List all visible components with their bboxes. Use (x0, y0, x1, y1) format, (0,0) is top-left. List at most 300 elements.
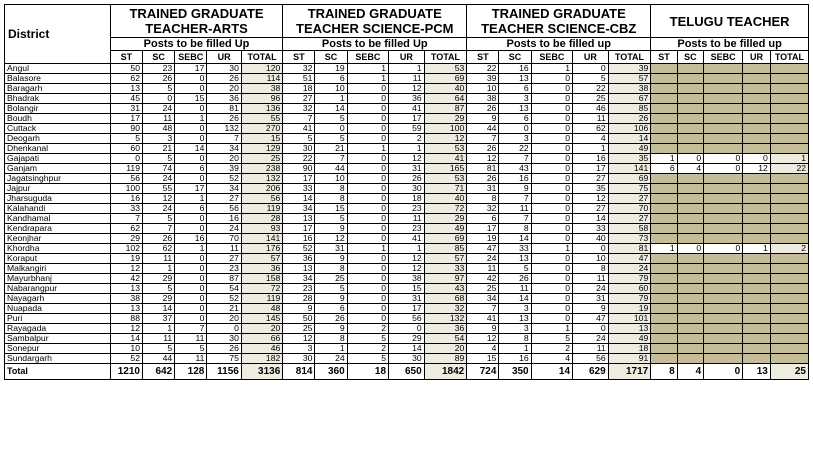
posts-subheader-cbz: Posts to be filled up (467, 38, 651, 51)
cell-telugu-total (770, 304, 808, 314)
cell-arts-st: 33 (110, 204, 142, 214)
cell-telugu-st (651, 84, 677, 94)
posts-subheader-pcm: Posts to be filled Up (283, 38, 467, 51)
cell-cbz-ur: 40 (573, 234, 609, 244)
cell-cbz-total: 49 (608, 144, 651, 154)
cell-cbz-ur: 22 (573, 84, 609, 94)
cell-pcm-st: 9 (283, 304, 315, 314)
cell-pcm-sc: 6 (315, 304, 347, 314)
district-name: Deogarh (5, 134, 111, 144)
cell-arts-ur: 26 (207, 114, 242, 124)
table-row (5, 314, 809, 324)
cell-pcm-st: 30 (283, 354, 315, 364)
cell-cbz-sebc: 5 (531, 334, 572, 344)
cell-pcm-total: 87 (424, 104, 467, 114)
cell-telugu-ur (743, 254, 771, 264)
cell-arts-total: 114 (241, 74, 282, 84)
district-name: Angul (5, 64, 111, 74)
district-column-header: District (5, 5, 111, 64)
cell-cbz-sc: 1 (499, 344, 531, 354)
cell-telugu-ur (743, 184, 771, 194)
cell-cbz-sc: 7 (499, 194, 531, 204)
table-row (5, 104, 809, 114)
group-title-pcm (283, 5, 467, 38)
cell-telugu-sebc (704, 304, 743, 314)
cell-arts-st: 13 (110, 304, 142, 314)
group-title-line2: TEACHER SCIENCE-CBZ (481, 21, 637, 36)
cell-cbz-st: 4 (467, 344, 499, 354)
cell-telugu-sebc (704, 274, 743, 284)
cell-pcm-st: 5 (283, 134, 315, 144)
cell-telugu-total (770, 204, 808, 214)
cell-cbz-st: 44 (467, 124, 499, 134)
cell-pcm-ur: 12 (389, 154, 425, 164)
cell-pcm-total: 43 (424, 284, 467, 294)
table-row (5, 84, 809, 94)
cell-cbz-sebc: 0 (531, 294, 572, 304)
cell-arts-st: 10 (110, 344, 142, 354)
table-row (5, 184, 809, 194)
cell-arts-total: 56 (241, 194, 282, 204)
cell-cbz-sebc: 0 (531, 264, 572, 274)
cell-pcm-sebc: 0 (347, 164, 388, 174)
cell-arts-sc: 5 (142, 344, 174, 354)
cell-telugu-sebc (704, 84, 743, 94)
cell-pcm-total: 68 (424, 294, 467, 304)
cell-pcm-total: 71 (424, 184, 467, 194)
cell-arts-ur: 52 (207, 174, 242, 184)
header-title-row (5, 5, 809, 38)
column-header-cbz-sebc: SEBC (531, 51, 572, 64)
cell-telugu-st (651, 354, 677, 364)
cell-pcm-sebc: 0 (347, 254, 388, 264)
cell-arts-ur: 39 (207, 164, 242, 174)
cell-telugu-total (770, 284, 808, 294)
cell-telugu-ur (743, 214, 771, 224)
cell-arts-ur: 24 (207, 224, 242, 234)
cell-pcm-total: 29 (424, 114, 467, 124)
cell-pcm-total: 89 (424, 354, 467, 364)
teacher-posts-table (4, 4, 809, 380)
cell-arts-total: 25 (241, 154, 282, 164)
cell-telugu-sc (677, 284, 703, 294)
cell-arts-ur: 132 (207, 124, 242, 134)
district-name: Kandhamal (5, 214, 111, 224)
cell-pcm-ur: 41 (389, 234, 425, 244)
cell-telugu-sc (677, 194, 703, 204)
cell-pcm-ur: 12 (389, 254, 425, 264)
cell-telugu-ur (743, 354, 771, 364)
table-row (5, 144, 809, 154)
cell-arts-st: 1210 (110, 364, 142, 380)
cell-cbz-ur: 35 (573, 184, 609, 194)
cell-pcm-st: 30 (283, 144, 315, 154)
cell-pcm-total: 53 (424, 144, 467, 154)
column-header-arts-ur: UR (207, 51, 242, 64)
cell-pcm-sc: 19 (315, 64, 347, 74)
cell-arts-ur: 81 (207, 104, 242, 114)
cell-cbz-st: 19 (467, 234, 499, 244)
cell-arts-total: 182 (241, 354, 282, 364)
cell-cbz-st: 32 (467, 204, 499, 214)
cell-arts-sebc: 0 (175, 174, 207, 184)
posts-subheader-arts: Posts to be filled Up (110, 38, 282, 51)
cell-telugu-sc (677, 64, 703, 74)
cell-arts-sebc: 128 (175, 364, 207, 380)
cell-arts-sebc: 6 (175, 164, 207, 174)
cell-pcm-sebc: 0 (347, 304, 388, 314)
cell-telugu-total (770, 274, 808, 284)
cell-telugu-total: 2 (770, 244, 808, 254)
cell-arts-st: 13 (110, 284, 142, 294)
cell-cbz-st: 42 (467, 274, 499, 284)
cell-cbz-sc: 16 (499, 174, 531, 184)
cell-telugu-sc (677, 274, 703, 284)
cell-arts-sebc: 17 (175, 184, 207, 194)
cell-arts-sc: 7 (142, 224, 174, 234)
cell-cbz-total: 14 (608, 134, 651, 144)
cell-telugu-st (651, 264, 677, 274)
cell-cbz-total: 60 (608, 284, 651, 294)
district-name: Kalahandi (5, 204, 111, 214)
cell-cbz-st: 12 (467, 154, 499, 164)
cell-pcm-st: 32 (283, 64, 315, 74)
cell-pcm-ur: 23 (389, 204, 425, 214)
cell-arts-sc: 11 (142, 254, 174, 264)
cell-telugu-st (651, 134, 677, 144)
cell-arts-st: 7 (110, 214, 142, 224)
cell-pcm-st: 90 (283, 164, 315, 174)
cell-arts-st: 13 (110, 84, 142, 94)
cell-arts-total: 36 (241, 264, 282, 274)
cell-cbz-sebc: 0 (531, 74, 572, 84)
cell-telugu-total (770, 104, 808, 114)
cell-arts-total: 66 (241, 334, 282, 344)
column-header-cbz-ur: UR (573, 51, 609, 64)
cell-cbz-total: 67 (608, 94, 651, 104)
cell-cbz-st: 6 (467, 214, 499, 224)
cell-pcm-st: 12 (283, 334, 315, 344)
group-title-line2: TEACHER SCIENCE-PCM (296, 21, 454, 36)
table-row (5, 324, 809, 334)
cell-pcm-ur: 11 (389, 74, 425, 84)
cell-cbz-ur: 46 (573, 104, 609, 114)
cell-pcm-total: 49 (424, 224, 467, 234)
cell-pcm-ur: 0 (389, 324, 425, 334)
column-header-arts-sc: SC (142, 51, 174, 64)
cell-telugu-sc (677, 264, 703, 274)
cell-telugu-sc (677, 124, 703, 134)
cell-cbz-ur: 0 (573, 324, 609, 334)
cell-pcm-total: 40 (424, 194, 467, 204)
cell-arts-total: 270 (241, 124, 282, 134)
column-header-telugu-sebc: SEBC (704, 51, 743, 64)
cell-arts-total: 3136 (241, 364, 282, 380)
cell-pcm-ur: 38 (389, 274, 425, 284)
cell-cbz-sc: 16 (499, 64, 531, 74)
cell-cbz-st: 9 (467, 114, 499, 124)
cell-telugu-sc (677, 344, 703, 354)
cell-pcm-sebc: 0 (347, 184, 388, 194)
cell-arts-ur: 20 (207, 154, 242, 164)
cell-cbz-ur: 5 (573, 74, 609, 84)
cell-pcm-sc: 6 (315, 74, 347, 84)
cell-telugu-sc (677, 224, 703, 234)
cell-arts-st: 12 (110, 324, 142, 334)
district-name: Rayagada (5, 324, 111, 334)
cell-arts-sebc: 0 (175, 314, 207, 324)
cell-cbz-sc: 43 (499, 164, 531, 174)
cell-pcm-sebc: 0 (347, 94, 388, 104)
cell-pcm-st: 3 (283, 344, 315, 354)
cell-pcm-st: 41 (283, 124, 315, 134)
cell-arts-st: 90 (110, 124, 142, 134)
cell-arts-total: 72 (241, 284, 282, 294)
cell-telugu-total: 25 (770, 364, 808, 380)
cell-cbz-ur: 4 (573, 134, 609, 144)
cell-telugu-st (651, 124, 677, 134)
cell-pcm-sc: 10 (315, 84, 347, 94)
posts-subheader-telugu: Posts to be filled up (651, 38, 809, 51)
cell-arts-st: 45 (110, 94, 142, 104)
cell-pcm-sc: 5 (315, 284, 347, 294)
cell-arts-sc: 14 (142, 304, 174, 314)
cell-telugu-sebc (704, 144, 743, 154)
cell-arts-st: 5 (110, 134, 142, 144)
cell-arts-ur: 21 (207, 304, 242, 314)
group-title-line1: TELUGU TEACHER (669, 13, 790, 29)
cell-cbz-sc: 14 (499, 234, 531, 244)
cell-telugu-total (770, 324, 808, 334)
cell-arts-sc: 21 (142, 144, 174, 154)
cell-telugu-sc: 4 (677, 364, 703, 380)
cell-telugu-sc (677, 304, 703, 314)
cell-pcm-sebc: 0 (347, 204, 388, 214)
cell-pcm-total: 64 (424, 94, 467, 104)
cell-pcm-sc: 0 (315, 124, 347, 134)
cell-arts-sc: 5 (142, 84, 174, 94)
cell-cbz-sebc: 0 (531, 124, 572, 134)
cell-pcm-st: 18 (283, 84, 315, 94)
column-header-cbz-sc: SC (499, 51, 531, 64)
district-name: Nabarangpur (5, 284, 111, 294)
cell-arts-total: 158 (241, 274, 282, 284)
cell-telugu-sebc (704, 104, 743, 114)
cell-pcm-total: 40 (424, 84, 467, 94)
cell-cbz-total: 18 (608, 344, 651, 354)
cell-pcm-total: 165 (424, 164, 467, 174)
district-name: Koraput (5, 254, 111, 264)
cell-arts-sebc: 0 (175, 224, 207, 234)
cell-cbz-sc: 7 (499, 214, 531, 224)
column-header-cbz-total: TOTAL (608, 51, 651, 64)
cell-telugu-sc: 0 (677, 244, 703, 254)
group-title-line2: TEACHER-ARTS (145, 21, 248, 36)
district-name: Gajapati (5, 154, 111, 164)
cell-telugu-sc (677, 114, 703, 124)
district-name: Jajpur (5, 184, 111, 194)
cell-telugu-st (651, 224, 677, 234)
cell-telugu-st (651, 294, 677, 304)
cell-arts-sc: 5 (142, 284, 174, 294)
cell-cbz-sebc: 0 (531, 174, 572, 184)
cell-pcm-sc: 9 (315, 294, 347, 304)
cell-cbz-ur: 9 (573, 304, 609, 314)
cell-pcm-sc: 44 (315, 164, 347, 174)
cell-telugu-sc (677, 214, 703, 224)
cell-cbz-st: 22 (467, 64, 499, 74)
cell-cbz-sebc: 0 (531, 184, 572, 194)
cell-arts-ur: 27 (207, 194, 242, 204)
cell-arts-ur: 0 (207, 324, 242, 334)
cell-cbz-ur: 11 (573, 274, 609, 284)
cell-arts-sebc: 0 (175, 104, 207, 114)
cell-telugu-sc (677, 314, 703, 324)
cell-cbz-sebc: 1 (531, 244, 572, 254)
cell-telugu-total (770, 224, 808, 234)
cell-arts-st: 29 (110, 234, 142, 244)
cell-pcm-st: 814 (283, 364, 315, 380)
cell-arts-sebc: 17 (175, 64, 207, 74)
cell-pcm-ur: 1 (389, 144, 425, 154)
cell-telugu-sc (677, 354, 703, 364)
cell-arts-st: 31 (110, 104, 142, 114)
cell-arts-sebc: 1 (175, 114, 207, 124)
cell-cbz-total: 47 (608, 254, 651, 264)
cell-telugu-st: 1 (651, 244, 677, 254)
cell-pcm-ur: 11 (389, 214, 425, 224)
cell-cbz-sc: 6 (499, 114, 531, 124)
cell-telugu-ur: 13 (743, 364, 771, 380)
cell-pcm-total: 33 (424, 264, 467, 274)
cell-pcm-sebc: 0 (347, 264, 388, 274)
cell-cbz-sc: 11 (499, 284, 531, 294)
header-posts-row (5, 38, 809, 51)
cell-cbz-ur: 24 (573, 284, 609, 294)
cell-pcm-st: 16 (283, 234, 315, 244)
cell-telugu-sebc (704, 284, 743, 294)
cell-pcm-sebc: 5 (347, 354, 388, 364)
cell-cbz-sebc: 0 (531, 164, 572, 174)
table-row (5, 164, 809, 174)
cell-cbz-st: 24 (467, 254, 499, 264)
cell-arts-sebc: 7 (175, 324, 207, 334)
column-header-pcm-total: TOTAL (424, 51, 467, 64)
cell-telugu-ur: 0 (743, 154, 771, 164)
cell-arts-sc: 1 (142, 264, 174, 274)
cell-telugu-ur (743, 274, 771, 284)
cell-cbz-sc: 13 (499, 74, 531, 84)
cell-cbz-ur: 24 (573, 334, 609, 344)
cell-cbz-st: 26 (467, 174, 499, 184)
cell-pcm-st: 17 (283, 174, 315, 184)
cell-telugu-ur (743, 204, 771, 214)
cell-telugu-total (770, 94, 808, 104)
cell-telugu-st (651, 324, 677, 334)
table-row (5, 254, 809, 264)
cell-cbz-total: 73 (608, 234, 651, 244)
cell-telugu-ur (743, 224, 771, 234)
cell-pcm-sebc: 1 (347, 144, 388, 154)
cell-arts-sebc: 0 (175, 84, 207, 94)
cell-pcm-total: 32 (424, 304, 467, 314)
cell-telugu-st (651, 194, 677, 204)
cell-arts-sebc: 0 (175, 304, 207, 314)
cell-telugu-ur: 1 (743, 244, 771, 254)
cell-cbz-sc: 5 (499, 264, 531, 274)
cell-telugu-st (651, 334, 677, 344)
cell-cbz-st: 9 (467, 324, 499, 334)
cell-arts-st: 50 (110, 64, 142, 74)
cell-pcm-sc: 8 (315, 264, 347, 274)
cell-telugu-total (770, 254, 808, 264)
cell-arts-sebc: 0 (175, 264, 207, 274)
cell-pcm-ur: 1 (389, 64, 425, 74)
cell-arts-total: 15 (241, 134, 282, 144)
table-row (5, 234, 809, 244)
cell-telugu-sc (677, 94, 703, 104)
cell-arts-sc: 3 (142, 134, 174, 144)
cell-arts-ur: 56 (207, 204, 242, 214)
cell-cbz-total: 70 (608, 204, 651, 214)
cell-pcm-sebc: 0 (347, 214, 388, 224)
cell-arts-sebc: 11 (175, 334, 207, 344)
cell-telugu-total (770, 74, 808, 84)
cell-telugu-sc (677, 234, 703, 244)
cell-cbz-ur: 33 (573, 224, 609, 234)
cell-arts-ur: 20 (207, 84, 242, 94)
district-name: Balasore (5, 74, 111, 84)
cell-arts-st: 12 (110, 264, 142, 274)
cell-arts-st: 60 (110, 144, 142, 154)
cell-pcm-total: 29 (424, 214, 467, 224)
cell-arts-total: 55 (241, 114, 282, 124)
cell-cbz-ur: 47 (573, 314, 609, 324)
district-name: Bhadrak (5, 94, 111, 104)
cell-telugu-sebc: 0 (704, 154, 743, 164)
cell-pcm-ur: 31 (389, 164, 425, 174)
cell-pcm-ur: 17 (389, 114, 425, 124)
cell-cbz-ur: 62 (573, 124, 609, 134)
cell-cbz-ur: 0 (573, 244, 609, 254)
table-row (5, 264, 809, 274)
cell-telugu-st (651, 74, 677, 84)
cell-telugu-sc (677, 294, 703, 304)
cell-telugu-ur (743, 264, 771, 274)
cell-cbz-st: 724 (467, 364, 499, 380)
total-row (5, 364, 809, 380)
cell-cbz-total: 106 (608, 124, 651, 134)
cell-arts-st: 14 (110, 334, 142, 344)
cell-telugu-sc (677, 134, 703, 144)
cell-arts-total: 48 (241, 304, 282, 314)
cell-pcm-sc: 8 (315, 184, 347, 194)
cell-cbz-ur: 16 (573, 154, 609, 164)
cell-pcm-st: 13 (283, 214, 315, 224)
cell-telugu-st (651, 274, 677, 284)
cell-arts-sc: 44 (142, 354, 174, 364)
cell-pcm-total: 20 (424, 344, 467, 354)
district-name: Puri (5, 314, 111, 324)
cell-arts-sebc: 0 (175, 274, 207, 284)
cell-telugu-total (770, 234, 808, 244)
cell-cbz-ur: 14 (573, 214, 609, 224)
cell-telugu-st: 6 (651, 164, 677, 174)
cell-pcm-sc: 9 (315, 324, 347, 334)
cell-cbz-total: 1717 (608, 364, 651, 380)
cell-cbz-sebc: 0 (531, 134, 572, 144)
cell-arts-sc: 26 (142, 234, 174, 244)
